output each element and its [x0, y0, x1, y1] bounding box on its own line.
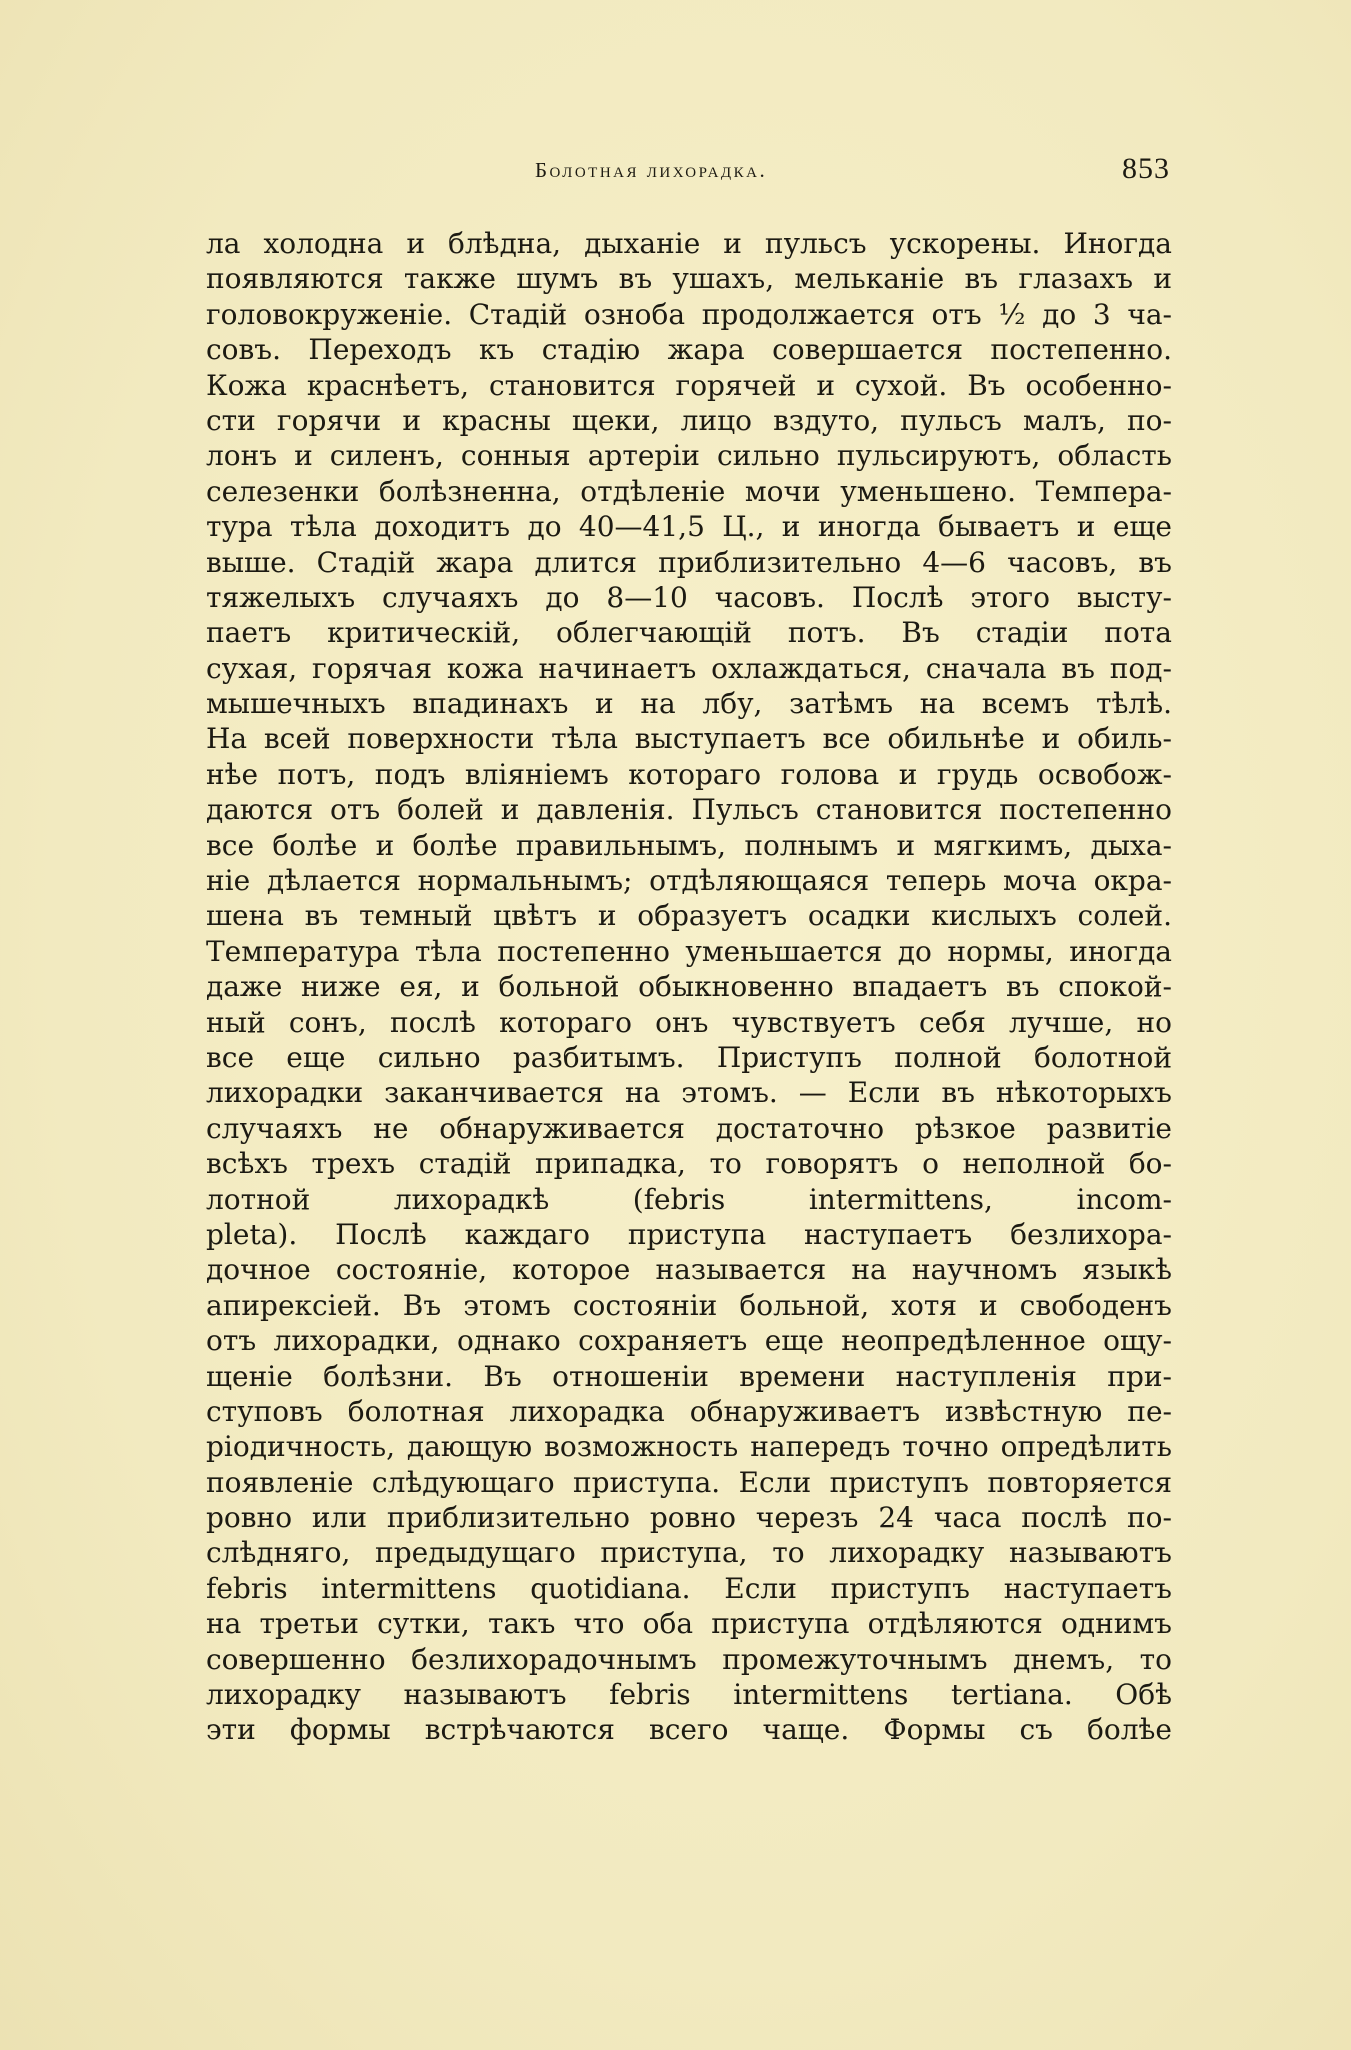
text-line: лотной лихорадкѣ (febris intermittens, incom- — [206, 1182, 1172, 1216]
text-line: эти формы встрѣчаются всего чаще. Формы съ болѣе — [206, 1713, 1172, 1747]
text-line: щеніе болѣзни. Въ отношеніи времени наступленія при- — [206, 1359, 1172, 1393]
text-line: слѣдняго, предыдущаго приступа, то лихорадку называютъ — [206, 1536, 1172, 1570]
text-line: совъ. Переходъ къ стадію жара совершается постепенно. — [206, 333, 1172, 367]
text-line: случаяхъ не обнаруживается достаточно рѣзкое развитіе — [206, 1111, 1172, 1145]
text-line: все болѣе и болѣе правильнымъ, полнымъ и мягкимъ, дыха- — [206, 828, 1172, 862]
text-line: лихорадку называютъ febris intermittens tertiana. Обѣ — [206, 1678, 1172, 1712]
text-line: ный сонъ, послѣ котораго онъ чувствуетъ себя лучше, но — [206, 1005, 1172, 1039]
text-line: шена въ темный цвѣтъ и образуетъ осадки кислыхъ солей. — [206, 899, 1172, 933]
text-line: отъ лихорадки, однако сохраняетъ еще неопредѣленное ощу- — [206, 1324, 1172, 1358]
text-line: ровно или приблизительно ровно черезъ 24 часа послѣ по- — [206, 1501, 1172, 1535]
text-line: На всей поверхности тѣла выступаетъ все обильнѣе и обиль- — [206, 722, 1172, 756]
text-line: лихорадки заканчивается на этомъ. — Если въ нѣкоторыхъ — [206, 1076, 1172, 1110]
text-line: появленіе слѣдующаго приступа. Если приступъ повторяется — [206, 1465, 1172, 1499]
text-line: селезенки болѣзненна, отдѣленіе мочи уменьшено. Темпера- — [206, 474, 1172, 508]
text-line: апирексіей. Въ этомъ состояніи больной, хотя и свободенъ — [206, 1288, 1172, 1322]
text-line: паетъ критическій, облегчающій потъ. Въ стадіи пота — [206, 616, 1172, 650]
text-line: febris intermittens quotidiana. Если приступъ наступаетъ — [206, 1571, 1172, 1605]
text-line: мышечныхъ впадинахъ и на лбу, затѣмъ на всемъ тѣлѣ. — [206, 687, 1172, 721]
text-line: нѣе потъ, подъ вліяніемъ котораго голова и грудь освобож- — [206, 757, 1172, 791]
text-line: pleta). Послѣ каждаго приступа наступаетъ безлихора- — [206, 1217, 1172, 1251]
text-line: даже ниже ея, и больной обыкновенно впадаетъ въ спокой- — [206, 970, 1172, 1004]
text-line: ніе дѣлается нормальнымъ; отдѣляющаяся теперь моча окра- — [206, 864, 1172, 898]
text-line: всѣхъ трехъ стадій припадка, то говорятъ о неполной бо- — [206, 1147, 1172, 1181]
text-line: ріодичность, дающую возможность напередъ точно опредѣлить — [206, 1430, 1172, 1464]
text-line: головокруженіе. Стадій озноба продолжается отъ ½ до 3 ча- — [206, 297, 1172, 331]
text-line: тура тѣла доходитъ до 40—41,5 Ц., и иногда бываетъ и еще — [206, 510, 1172, 544]
body-text — [206, 226, 1172, 1748]
running-title: Болотная лихорадка. — [535, 158, 768, 182]
text-line: лонъ и силенъ, сонныя артеріи сильно пульсируютъ, область — [206, 439, 1172, 473]
text-line: тяжелыхъ случаяхъ до 8—10 часовъ. Послѣ этого высту- — [206, 580, 1172, 614]
text-line: даются отъ болей и давленія. Пульсъ становится постепенно — [206, 793, 1172, 827]
page-number: 853 — [1122, 152, 1170, 185]
text-line: на третьи сутки, такъ что оба приступа отдѣляются однимъ — [206, 1607, 1172, 1641]
text-line: все еще сильно разбитымъ. Приступъ полной болотной — [206, 1040, 1172, 1074]
text-line: сухая, горячая кожа начинаетъ охлаждаться, сначала въ под- — [206, 651, 1172, 685]
text-line: выше. Стадій жара длится приблизительно 4—6 часовъ, въ — [206, 545, 1172, 579]
text-line: ла холодна и блѣдна, дыханіе и пульсъ ускорены. Иногда — [206, 227, 1172, 260]
text-line: дочное состояніе, которое называется на научномъ языкѣ — [206, 1253, 1172, 1287]
text-line: ступовъ болотная лихорадка обнаруживаетъ извѣстную пе- — [206, 1394, 1172, 1428]
text-line: совершенно безлихорадочнымъ промежуточнымъ днемъ, то — [206, 1642, 1172, 1676]
text-line: Температура тѣла постепенно уменьшается до нормы, иногда — [206, 934, 1172, 968]
text-line: сти горячи и красны щеки, лицо вздуто, пульсъ малъ, по- — [206, 403, 1172, 437]
page-header — [200, 152, 1170, 192]
text-line: Кожа краснѣетъ, становится горячей и сухой. Въ особенно- — [206, 368, 1172, 402]
text-line: появляются также шумъ въ ушахъ, мельканіе въ глазахъ и — [206, 262, 1172, 296]
